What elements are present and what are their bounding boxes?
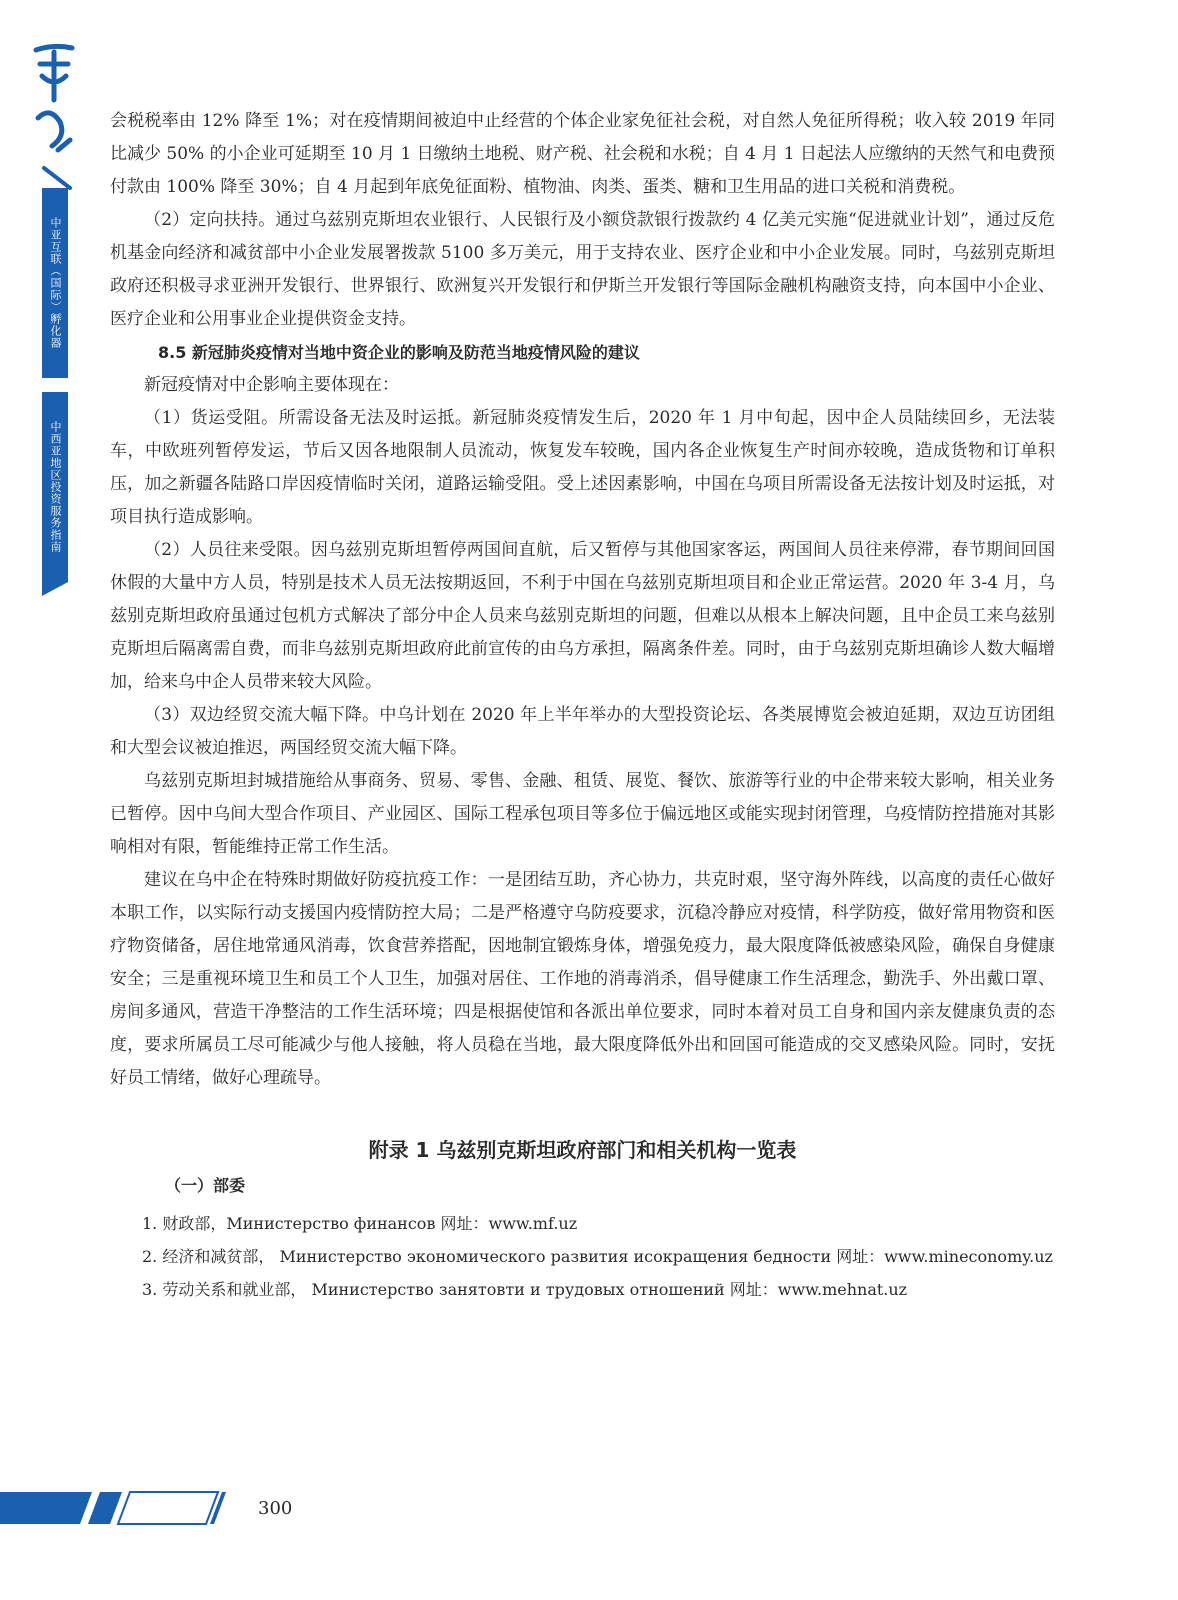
appendix-entry: 1. 财政部，Министерство финансов 网址：www.mf.uz <box>142 1214 578 1233</box>
appendix-title: 附录 1 乌兹别克斯坦政府部门和相关机构一览表 <box>368 1138 797 1162</box>
sidebar-tab-guide: 中西亚地区投资服务指南 <box>42 392 68 582</box>
paragraph-targeted-support: （2）定向扶持。通过乌兹别克斯坦农业银行、人民银行及小额贷款银行拨款约 4 亿美元实施“促进就业计划”，通过反危机基金向经济和减贫部中小企业发展署拨款 5100 多万美元，用于支持农业、医疗企业和中小企业发展。同时，乌兹别克斯坦政府还积极寻求亚洲开发银行、世界银行、欧洲复兴开发银行和伊斯兰开发银行等国际金融机构融资支持，向本国中小企业、医疗企业和公用事业企业提供资金支持。 <box>110 210 1055 329</box>
belt-road-logo-icon <box>30 42 78 192</box>
page-number: 300 <box>258 1498 293 1519</box>
page-content <box>110 105 1055 1306</box>
paragraph-personnel: （2）人员往来受限。因乌兹别克斯坦暂停两国间直航，后又暂停与其他国家客运，两国间人员往来停滞，春节期间回国休假的大量中方人员，特别是技术人员无法按期返回，不利于中国在乌兹别克斯坦项目和企业正常运营。2020 年 3-4 月，乌兹别克斯坦政府虽通过包机方式解决了部分中企人员来乌兹别克斯坦的问题，但难以从根本上解决问题，且中企员工来乌兹别克斯坦后隔离需自费，而非乌兹别克斯坦政府此前宣传的由乌方承担，隔离条件差。同时，由于乌兹别克斯坦确诊人数大幅增加，给来乌中企人员带来较大风险。 <box>110 540 1055 692</box>
appendix-entry: 3. 劳动关系和就业部， Министерство занятовти и трудовых отношений 网址：www.mehnat.uz <box>142 1280 908 1299</box>
appendix-subtitle: （一）部委 <box>165 1176 246 1195</box>
left-rail <box>0 0 100 1600</box>
paragraph-tax: 会税税率由 12% 降至 1%；对在疫情期间被迫中止经营的个体企业家免征社会税，对自然人免征所得税；收入较 2019 年同比减少 50% 的小企业可延期至 10 月 1 日缴纳土地税、财产税、社会税和水税；自 4 月 1 日起法人应缴纳的天然气和电费预付款由 100% 降至 30%；自 4 月起到年底免征面粉、植物油、肉类、蛋类、糖和卫生用品的进口关税和消费税。 <box>110 111 1055 197</box>
footer-stripes-icon <box>0 1480 240 1530</box>
tab-tail-icon <box>42 582 68 596</box>
paragraph-lockdown: 乌兹别克斯坦封城措施给从事商务、贸易、零售、金融、租赁、展览、餐饮、旅游等行业的中企带来较大影响，相关业务已暂停。因中乌间大型合作项目、产业园区、国际工程承包项目等多位于偏远地区或能实现封闭管理，乌疫情防控措施对其影响相对有限，暂能维持正常工作生活。 <box>110 771 1055 857</box>
paragraph-intro: 新冠疫情对中企影响主要体现在： <box>144 375 399 395</box>
section-heading: 8.5 新冠肺炎疫情对当地中资企业的影响及防范当地疫情风险的建议 <box>158 343 640 362</box>
paragraph-recommendations: 建议在乌中企在特殊时期做好防疫抗疫工作：一是团结互助，齐心协力，共克时艰，坚守海外阵线，以高度的责任心做好本职工作，以实际行动支援国内疫情防控大局；二是严格遵守乌防疫要求，沉稳冷静应对疫情，科学防疫，做好常用物资和医疗物资储备，居住地常通风消毒，饮食营养搭配，因地制宜锻炼身体，增强免疫力，最大限度降低被感染风险，确保自身健康安全；三是重视环境卫生和员工个人卫生，加强对居住、工作地的消毒消杀，倡导健康工作生活理念，勤洗手、外出戴口罩、房间多通风，营造干净整洁的工作生活环境；四是根据使馆和各派出单位要求，同时本着对员工自身和国内亲友健康负责的态度，要求所属员工尽可能减少与他人接触，将人员稳在当地，最大限度降低外出和回国可能造成的交叉感染风险。同时，安抚好员工情绪，做好心理疏导。 <box>110 870 1055 1088</box>
sidebar-tab-incubator: 中亚互联（国际）孵化器 <box>42 188 68 378</box>
paragraph-trade: （3）双边经贸交流大幅下降。中乌计划在 2020 年上半年举办的大型投资论坛、各类展博览会被迫延期，双边互访团组和大型会议被迫推迟，两国经贸交流大幅下降。 <box>110 705 1055 758</box>
appendix-entry: 2. 经济和减贫部， Министерство экономического развития исокращения бедности 网址：www.mineconomy.uz <box>142 1247 1053 1266</box>
paragraph-freight: （1）货运受阻。所需设备无法及时运抵。新冠肺炎疫情发生后，2020 年 1 月中旬起，因中企人员陆续回乡，无法装车，中欧班列暂停发运，节后又因各地限制人员流动，恢复发车较晚，国内各企业恢复生产时间亦较晚，造成货物和订单积压，加之新疆各陆路口岸因疫情临时关闭，道路运输受阻。受上述因素影响，中国在乌项目所需设备无法按计划及时运抵，对项目执行造成影响。 <box>110 408 1055 527</box>
